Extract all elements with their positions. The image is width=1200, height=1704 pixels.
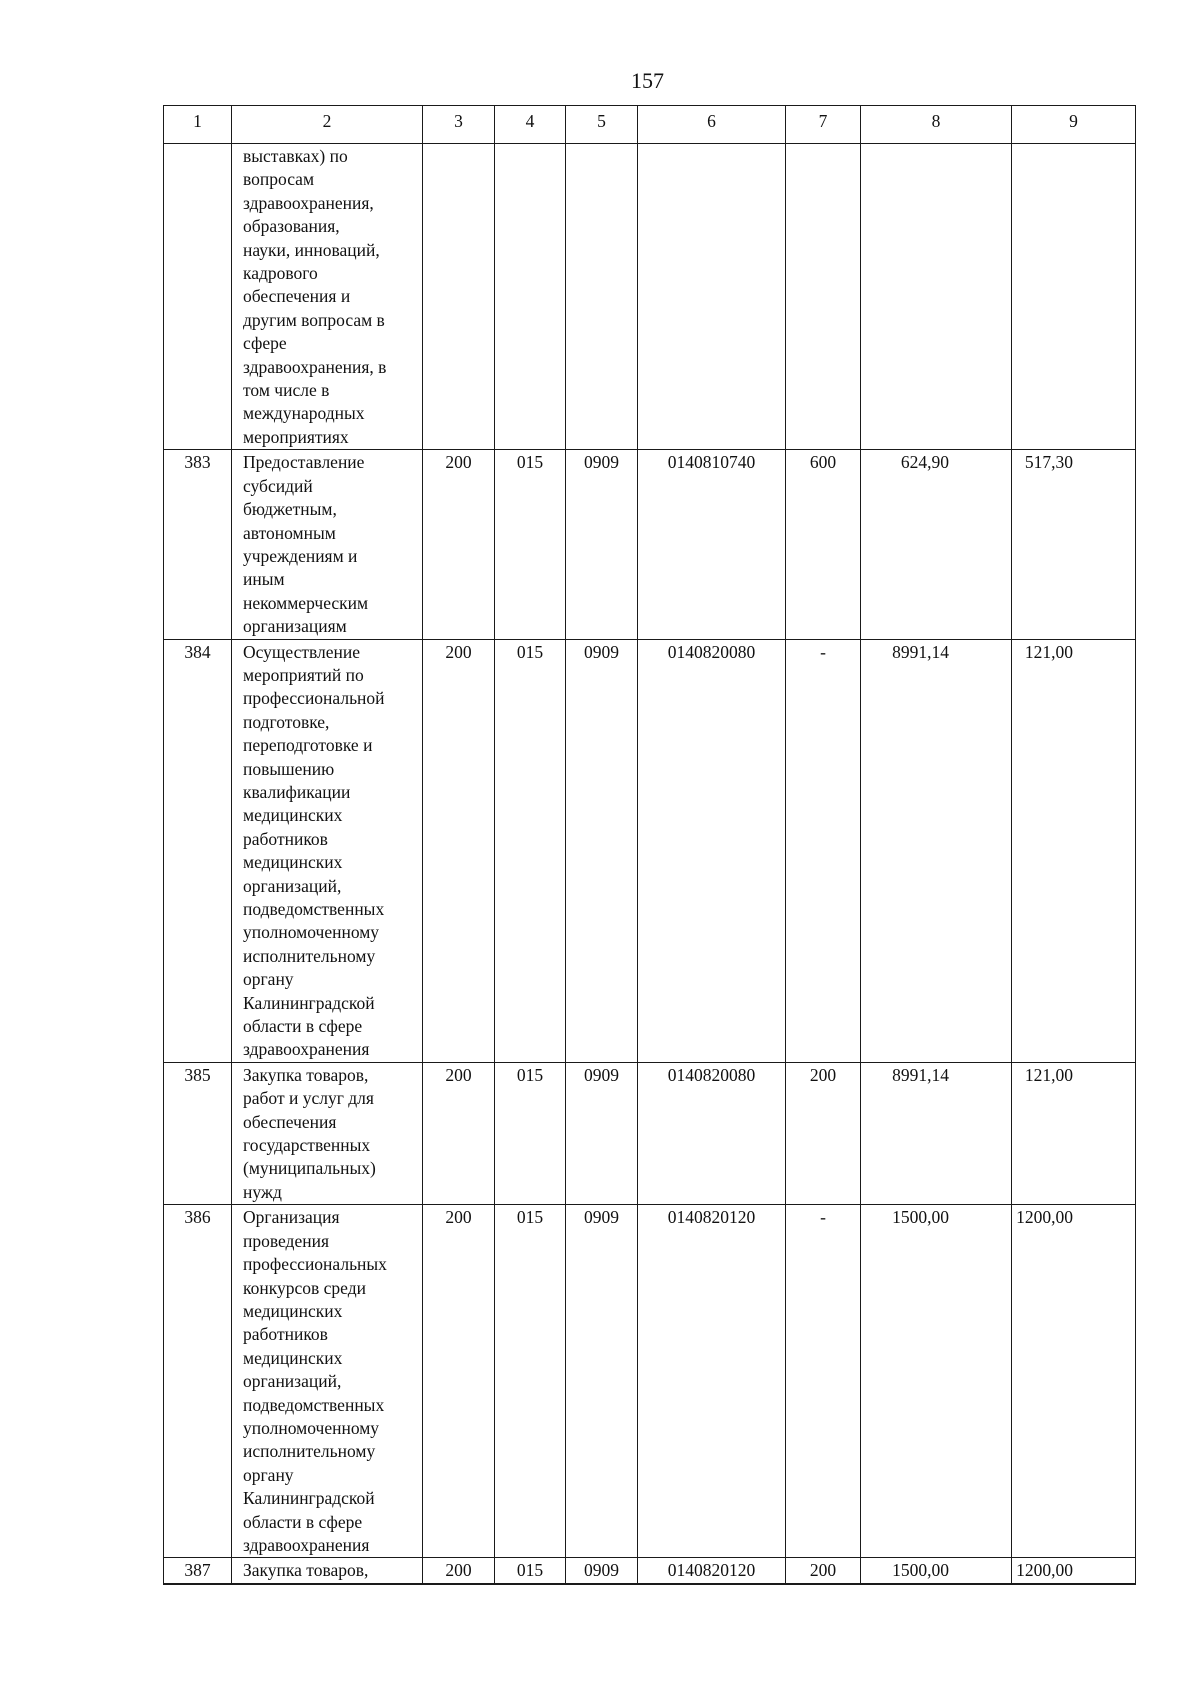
description-line: обеспечения и — [243, 286, 351, 307]
column-header: 6 — [638, 106, 786, 144]
description-line: организаций, — [243, 1371, 342, 1392]
description-line: здравоохранения, в — [243, 356, 387, 377]
description-line: мероприятий по — [243, 664, 364, 685]
description-line: органу — [243, 969, 294, 990]
table-row — [164, 450, 1136, 639]
description-line: вопросам — [243, 169, 315, 190]
cell-col5: 0909 — [566, 639, 638, 1062]
description-line: подведомственных — [243, 899, 385, 919]
description-line: квалификации — [243, 781, 351, 802]
description-line: исполнительному — [243, 945, 376, 966]
table-row — [164, 1062, 1136, 1204]
description-line: области в сфере — [243, 1511, 363, 1532]
description-line: здравоохранения, — [243, 192, 374, 213]
table-row — [164, 639, 1136, 1062]
description-line: медицинских — [243, 852, 343, 873]
cell-col4: 015 — [495, 1205, 566, 1558]
column-header: 9 — [1012, 106, 1136, 144]
description-line: иным — [243, 569, 285, 590]
budget-table — [163, 105, 1136, 1585]
cell-col3: 200 — [423, 1205, 495, 1558]
cell-col6: 0140820120 — [638, 1558, 786, 1584]
description-line: переподготовке и — [243, 735, 373, 756]
description-line: повышению — [243, 758, 335, 779]
row-description — [232, 639, 423, 1062]
cell-col5: 0909 — [566, 1558, 638, 1584]
description-line: медицинских — [243, 805, 343, 826]
cell-col5 — [566, 144, 638, 450]
description-line: (муниципальных) — [243, 1158, 376, 1179]
cell-col3 — [423, 144, 495, 450]
row-number: 383 — [164, 450, 232, 639]
cell-col5: 0909 — [566, 1205, 638, 1558]
description-line: сфере — [243, 333, 287, 354]
description-line: Предоставление — [243, 452, 365, 473]
header-row — [164, 106, 1136, 144]
row-number: 387 — [164, 1558, 232, 1584]
description-line: профессиональной — [243, 688, 385, 709]
description-line: другим вопросам в — [243, 309, 385, 330]
table-row — [164, 144, 1136, 450]
cell-col4 — [495, 144, 566, 450]
description-line: образования, — [243, 216, 340, 237]
row-description: Закупка товаров, — [232, 1558, 423, 1584]
row-number — [164, 144, 232, 450]
cell-col8: 1500,00 — [861, 1558, 1012, 1584]
description-line: нужд — [243, 1181, 282, 1202]
description-line: государственных — [243, 1135, 371, 1156]
cell-col9 — [1012, 144, 1136, 450]
table-row — [164, 1205, 1136, 1558]
cell-col4: 015 — [495, 450, 566, 639]
row-number: 384 — [164, 639, 232, 1062]
cell-col9: 1200,00 — [1012, 1558, 1136, 1584]
cell-col3: 200 — [423, 639, 495, 1062]
row-number: 385 — [164, 1062, 232, 1204]
cell-col6: 0140820080 — [638, 639, 786, 1062]
column-header: 1 — [164, 106, 232, 144]
row-description — [232, 1062, 423, 1204]
cell-col8: 624,90 — [861, 450, 1012, 639]
description-line: науки, инноваций, — [243, 239, 380, 260]
description-line: кадрового — [243, 263, 318, 284]
description-line: автономным — [243, 522, 336, 543]
description-line: подготовке, — [243, 711, 330, 732]
cell-col7: 200 — [786, 1062, 861, 1204]
description-line: выставках) по — [243, 146, 348, 166]
column-header: 2 — [232, 106, 423, 144]
cell-col5: 0909 — [566, 1062, 638, 1204]
description-line: учреждениям и — [243, 545, 358, 566]
column-header: 5 — [566, 106, 638, 144]
description-line: международных — [243, 403, 365, 424]
cell-col6 — [638, 144, 786, 450]
description-line: бюджетным, — [243, 499, 337, 520]
column-header: 3 — [423, 106, 495, 144]
cell-col7: - — [786, 1205, 861, 1558]
cell-col4: 015 — [495, 1558, 566, 1584]
description-line: здравоохранения — [243, 1534, 370, 1555]
description-line: Закупка товаров, — [243, 1064, 369, 1085]
description-line: организаций, — [243, 875, 342, 896]
description-line: медицинских — [243, 1300, 343, 1321]
row-description — [232, 144, 423, 450]
cell-col9: 121,00 — [1012, 639, 1136, 1062]
cell-col7: 600 — [786, 450, 861, 639]
cell-col7: - — [786, 639, 861, 1062]
cell-col4: 015 — [495, 639, 566, 1062]
cell-col3: 200 — [423, 450, 495, 639]
cell-col8 — [861, 144, 1012, 450]
description-line: органу — [243, 1464, 294, 1485]
cell-col9: 121,00 — [1012, 1062, 1136, 1204]
row-description — [232, 450, 423, 639]
cell-col8: 8991,14 — [861, 1062, 1012, 1204]
cell-col7 — [786, 144, 861, 450]
description-line: Осуществление — [243, 641, 361, 662]
description-line: некоммерческим — [243, 592, 369, 613]
cell-col6: 0140820080 — [638, 1062, 786, 1204]
description-line: области в сфере — [243, 1016, 363, 1037]
description-line: конкурсов среди — [243, 1277, 366, 1298]
description-line: работников — [243, 828, 328, 849]
page-number: 157 — [631, 68, 664, 93]
description-line: Калининградской — [243, 992, 375, 1013]
column-header: 8 — [861, 106, 1012, 144]
cell-col9: 1200,00 — [1012, 1205, 1136, 1558]
description-line: том числе в — [243, 380, 330, 401]
cell-col3: 200 — [423, 1062, 495, 1204]
description-line: работников — [243, 1324, 328, 1345]
row-description — [232, 1205, 423, 1558]
description-line: профессиональных — [243, 1254, 387, 1275]
description-line: подведомственных — [243, 1394, 385, 1415]
column-header: 4 — [495, 106, 566, 144]
description-line: медицинских — [243, 1347, 343, 1368]
cell-col8: 1500,00 — [861, 1205, 1012, 1558]
description-line: Организация — [243, 1207, 340, 1228]
cell-col4: 015 — [495, 1062, 566, 1204]
description-line: субсидий — [243, 475, 313, 496]
description-line: здравоохранения — [243, 1039, 370, 1060]
cell-col6: 0140820120 — [638, 1205, 786, 1558]
description-line: работ и услуг для — [243, 1088, 374, 1109]
description-line: организациям — [243, 616, 347, 637]
cell-col6: 0140810740 — [638, 450, 786, 639]
description-line: мероприятиях — [243, 426, 349, 447]
cell-col9: 517,30 — [1012, 450, 1136, 639]
cell-col3: 200 — [423, 1558, 495, 1584]
table-row — [164, 1558, 1136, 1584]
cell-col7: 200 — [786, 1558, 861, 1584]
description-line: Калининградской — [243, 1488, 375, 1509]
cell-col8: 8991,14 — [861, 639, 1012, 1062]
description-line: обеспечения — [243, 1111, 337, 1132]
cell-col5: 0909 — [566, 450, 638, 639]
row-number: 386 — [164, 1205, 232, 1558]
description-line: исполнительному — [243, 1441, 376, 1462]
description-line: проведения — [243, 1230, 330, 1251]
description-line: уполномоченному — [243, 922, 380, 943]
column-header: 7 — [786, 106, 861, 144]
description-line: уполномоченному — [243, 1417, 380, 1438]
